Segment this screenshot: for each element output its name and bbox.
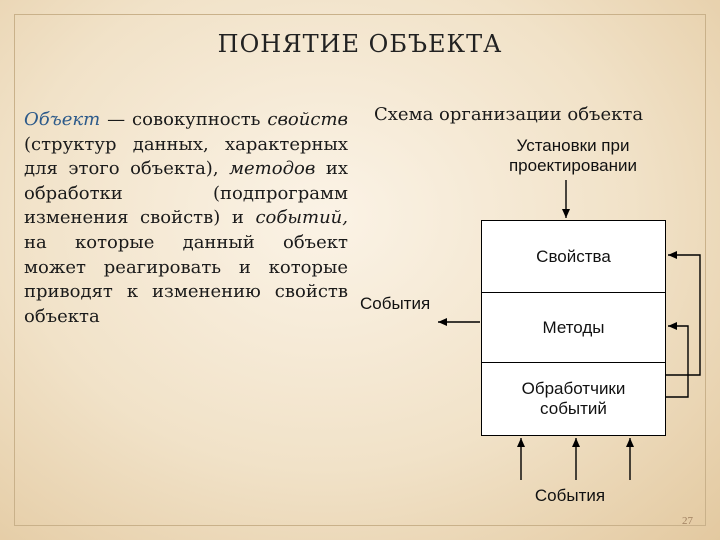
definition-events-word: событий, <box>255 207 348 229</box>
design-settings-label: Установки при проектировании <box>508 136 638 175</box>
definition-properties-word: свойств <box>267 109 348 130</box>
page-number: 27 <box>682 515 693 527</box>
methods-to-properties-arrow <box>666 255 700 375</box>
definition-text-1: — совокупность <box>100 109 268 130</box>
handlers-to-methods-arrow <box>666 326 688 397</box>
definition-methods-word: методов <box>229 158 316 180</box>
events-out-label: События <box>360 294 431 313</box>
definition-text-4: на которые данный объект может реагировать и которые приводят к изменению свойств объекта <box>24 231 348 327</box>
definition-text-3: их обработки (подпрограмм изменения свойств) и <box>24 158 348 229</box>
methods-label: Методы <box>542 318 605 337</box>
events-in-label: События <box>534 486 606 505</box>
handlers-label: Обработчики событий <box>521 379 626 418</box>
properties-label: Свойства <box>536 247 611 266</box>
schema-title: Схема организации объекта <box>374 104 644 125</box>
definition-text-2: (структур данных, характерных для этого объекта), <box>24 133 348 180</box>
slide-title: ПОНЯТИЕ ОБЪЕКТА <box>217 30 503 58</box>
definition-term: Объект <box>24 109 101 130</box>
